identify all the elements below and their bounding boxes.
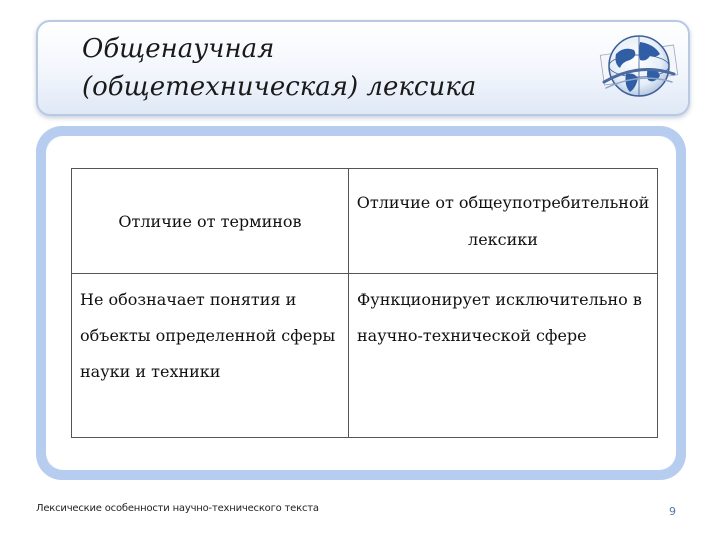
slide-title: [82, 30, 552, 106]
table-row: [72, 274, 658, 438]
title-line-2: (общетехническая) лексика: [82, 72, 477, 102]
table-cell: Не обозначает понятия и объекты определенной сферы науки и техники: [72, 274, 349, 438]
table-header-row: [72, 169, 658, 274]
title-banner: [36, 20, 690, 116]
globe-icon: [596, 26, 682, 110]
footer-text: Лексические особенности научно-технического текста: [36, 503, 319, 514]
page-number: 9: [669, 505, 676, 518]
table-header-cell: Отличие от общеупотребительной лексики: [349, 169, 658, 274]
table-header-cell: Отличие от терминов: [72, 169, 349, 274]
title-line-1: Общенаучная: [82, 34, 275, 64]
table-cell: Функционирует исключительно в научно-технической сфере: [349, 274, 658, 438]
comparison-table: [71, 168, 658, 438]
